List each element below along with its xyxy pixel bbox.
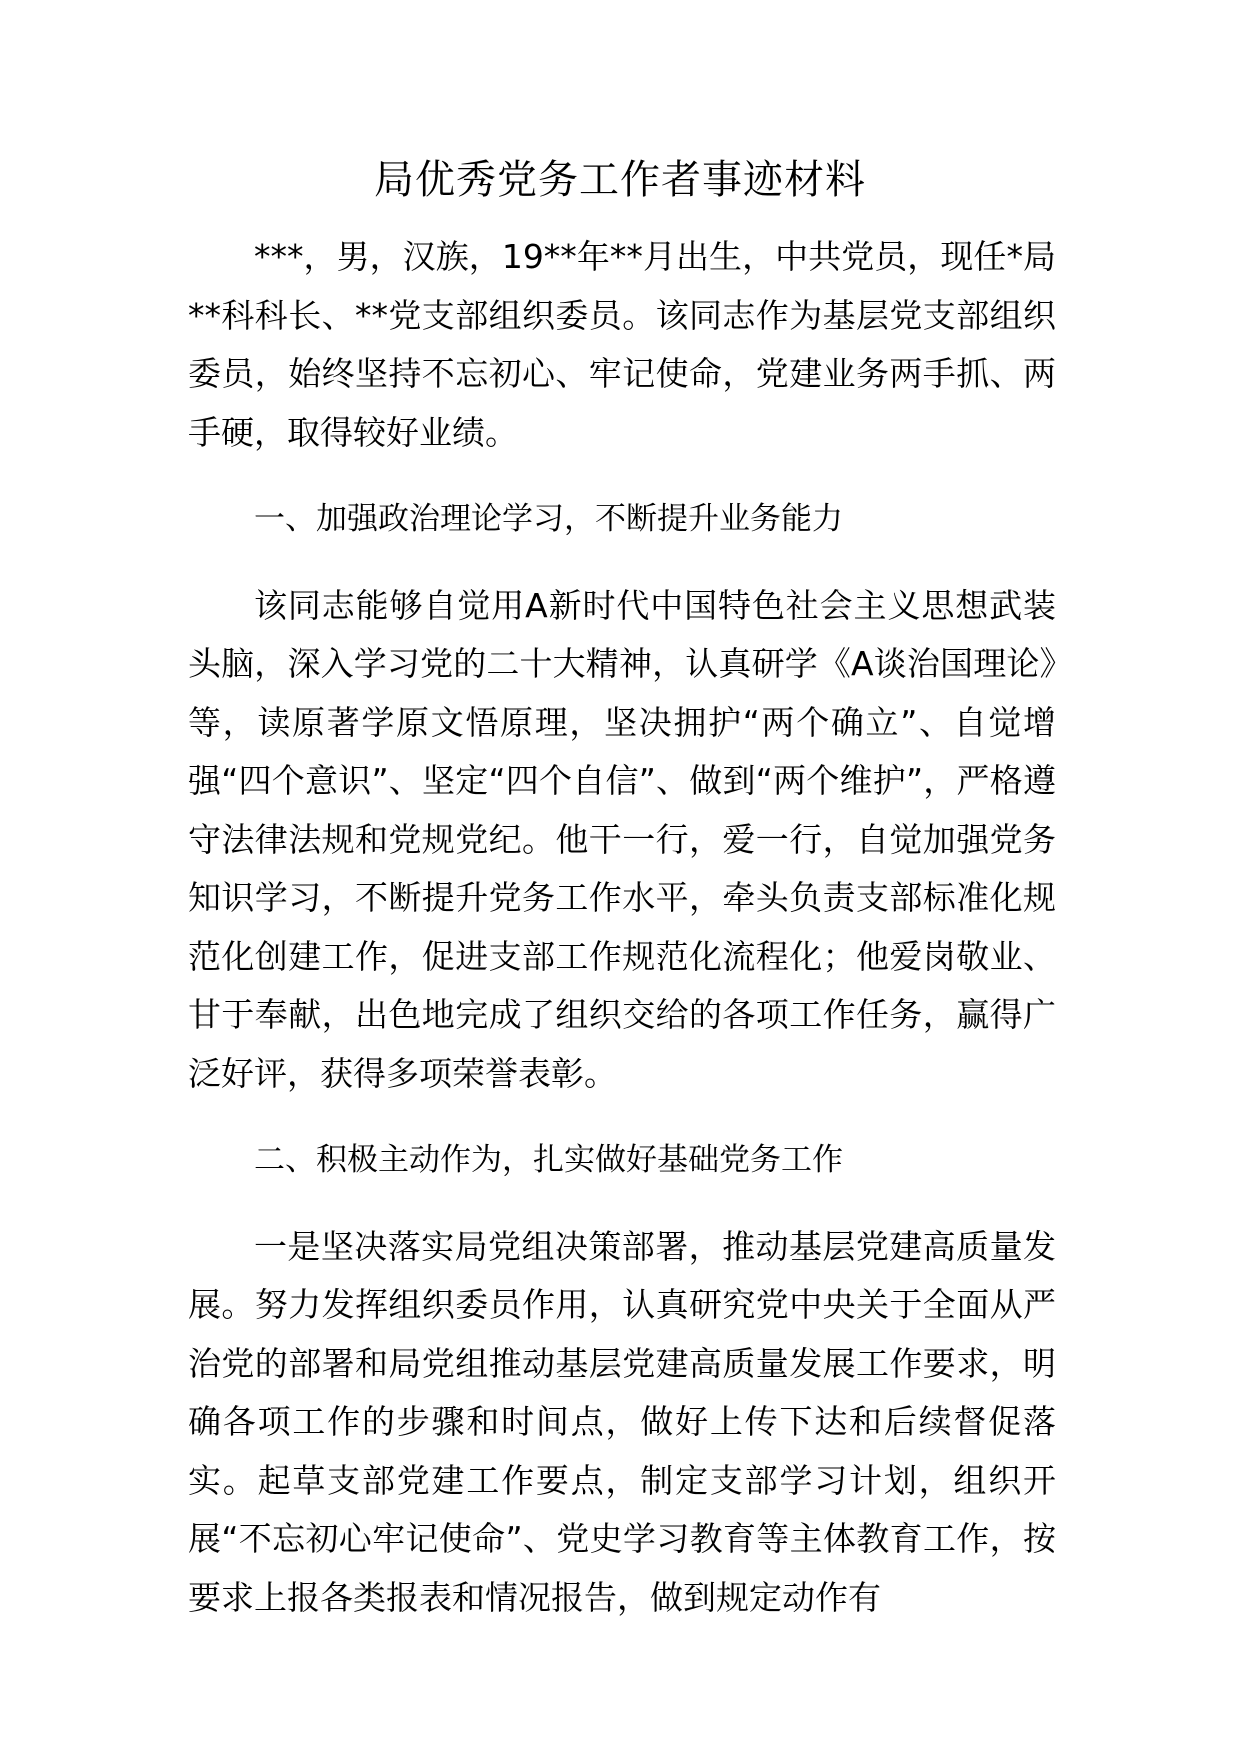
section-2-paragraph: 一是坚决落实局党组决策部署，推动基层党建高质量发展。努力发挥组织委员作用，认真研究党中央关于全面从严治党的部署和局党组推动基层党建高质量发展工作要求，明确各项工作的步骤和时间点，做好上传下达和后续督促落实。起草支部党建工作要点，制定支部学习计划，组织开展“不忘初心牢记使命”、党史学习教育等主体教育工作，按要求上报各类报表和情况报告，做到规定动作有 (188, 1226, 1056, 1617)
intro-paragraph: ***，男，汉族，19**年**月出生，中共党员，现任*局**科科长、**党支部组织委员。该同志作为基层党支部组织委员，始终坚持不忘初心、牢记使命，党建业务两手抓、两手硬，取得较好业绩。 (188, 237, 1056, 452)
section-heading-2: 二、积极主动作为，扎实做好基础党务工作 (254, 1142, 843, 1178)
document-title: 局优秀党务工作者事迹材料 (374, 157, 866, 203)
section-heading-1: 一、加强政治理论学习，不断提升业务能力 (254, 501, 843, 537)
document-body (188, 228, 1056, 1627)
section-1-paragraph: 该同志能够自觉用A新时代中国特色社会主义思想武装头脑，深入学习党的二十大精神，认真研学《A谈治国理论》等，读原著学原文悟原理，坚决拥护“两个确立”、自觉增强“四个意识”、坚定“四个自信”、做到“两个维护”，严格遵守法律法规和党规党纪。他干一行，爱一行，自觉加强党务知识学习，不断提升党务工作水平，牵头负责支部标准化规范化创建工作，促进支部工作规范化流程化；他爱岗敬业、甘于奉献，出色地完成了组织交给的各项工作任务，赢得广泛好评，获得多项荣誉表彰。 (188, 585, 1056, 1093)
